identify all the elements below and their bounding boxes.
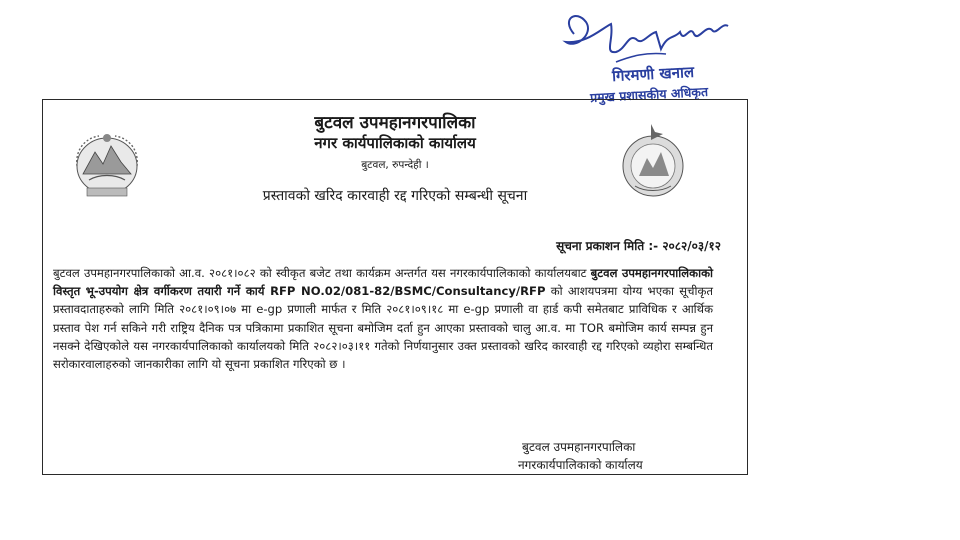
notice-title: प्रस्तावको खरिद कारवाही रद्द गरिएको सम्बन्धी सूचना <box>262 188 528 204</box>
body-part-1: बुटवल उपमहानगरपालिकाको आ.व. २०८१।०८२ को स्वीकृत बजेट तथा कार्यक्रम अन्तर्गत यस नगरकार्यपालिकाको कार्यालयबाट <box>53 266 591 280</box>
publication-date-value: २०८२/०३/१२ <box>662 239 721 253</box>
publication-date <box>556 237 721 254</box>
footer-office-name: नगरकार्यपालिकाको कार्यालय <box>518 458 643 472</box>
notice-body <box>53 264 713 373</box>
body-part-2: को आशयपत्रमा योग्य भएका सूचीकृत प्रस्तावदाताहरुको लागि मिति २०८१।०९।०७ मा e-gp प्रणाली मार्फत र मिति २०८१।०९।१८ मा e-gp प्रणाली वा हार्ड कपी समेतबाट प्राविधिक र आर्थिक प्रस्ताव पेश गर्न सकिने गरी राष्ट्रिय दैनिक पत्र पत्रिकामा प्रकाशित सूचना बमोजिम दर्ता हुन आएका प्रस्तावको चालु आ.व. मा TOR बमोजिम कार्य सम्पन्न हुन नसक्ने देखिएकोले यस नगरकार्यपालिकाको कार्यालयको मिति २०८२।०३।११ गतेको निर्णयानुसार उक्त प्रस्तावको खरिद कारवाही रद्द गरिएको व्यहोरा सम्बन्धित सरोकारवालाहरुको जानकारीका लागि यो सूचना प्रकाशित गरिएको छ । <box>53 284 714 372</box>
publication-date-label: सूचना प्रकाशन मिति :- <box>556 239 659 253</box>
footer-org-name: बुटवल उपमहानगरपालिका <box>522 440 636 454</box>
org-name: बुटवल उपमहानगरपालिका <box>314 113 476 133</box>
body-project-title: बुटवल उपमहानगरपालिकाको विस्तृत भू-उपयोग क्षेत्र वर्गीकरण तयारी गर्ने कार्य RFP NO.02/081-82/BSMC/Consultancy/RFP <box>53 266 713 299</box>
office-address: बुटवल, रुपन्देही । <box>361 159 429 171</box>
office-name: नगर कार्यपालिकाको कार्यालय <box>314 134 476 152</box>
signature-name: गिरमणी खनाल <box>611 62 695 86</box>
signature-title: प्रमुख प्रशासकीय अधिकृत <box>589 83 709 106</box>
